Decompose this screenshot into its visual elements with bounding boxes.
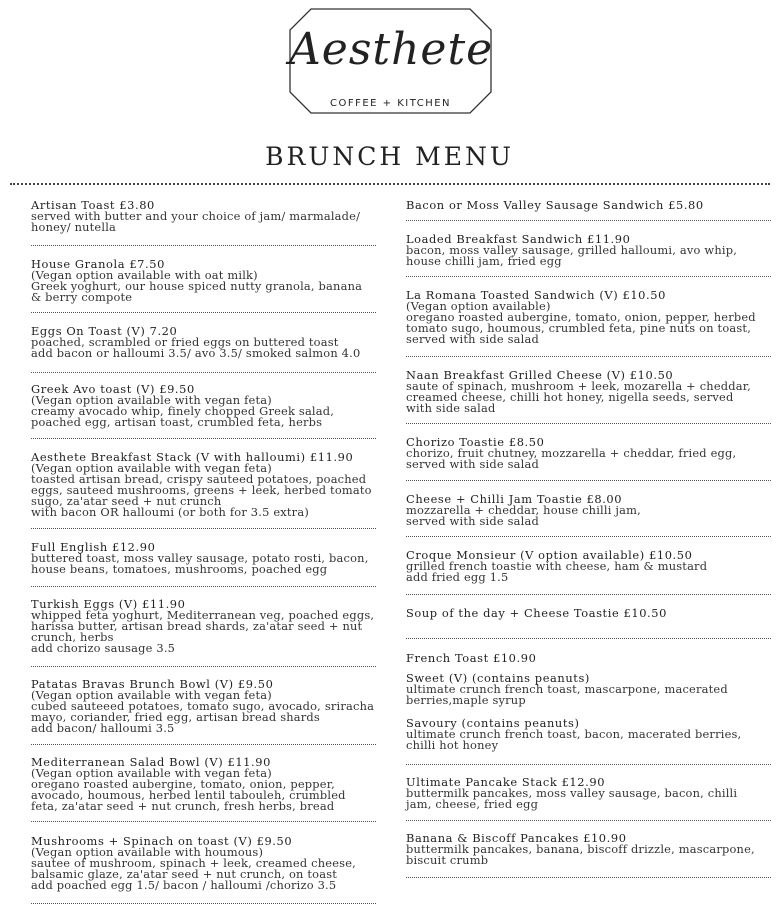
menu-item (406, 370, 771, 414)
menu-item-description: buttered toast, moss valley sausage, potato rosti, bacon, (31, 551, 369, 565)
menu-item-description: balsamic glaze, za'atar seed + nut crunch, on toast (31, 867, 338, 881)
menu-item-description: add chorizo sausage 3.5 (31, 641, 176, 655)
menu-item-description: Greek yoghurt, our house spiced nutty granola, banana (31, 279, 363, 293)
menu-item-description: mozzarella + cheddar, house chilli jam, (406, 503, 641, 517)
dotted-divider (406, 820, 771, 821)
menu-item (31, 542, 376, 575)
menu-item-name: Artisan Toast £3.80 (31, 198, 155, 212)
menu-sub-item (406, 673, 771, 706)
menu-item-description: (Vegan option available with vegan feta) (31, 766, 272, 780)
menu-item-description: oregano roasted aubergine, tomato, onion, pepper, herbed (406, 310, 756, 324)
menu-item-description: buttermilk pancakes, moss valley sausage, bacon, chilli (406, 786, 738, 800)
brand-tagline: COFFEE + KITCHEN (329, 98, 452, 109)
menu-item-description: house chilli jam, fried egg (406, 254, 562, 268)
menu-item-description: biscuit crumb (406, 853, 489, 867)
menu-item-description: honey/ nutella (31, 220, 117, 234)
menu-item-description: saute of spinach, mushroom + leek, mozarella + cheddar, (406, 379, 751, 393)
menu-item (31, 452, 376, 518)
menu-item-description: served with side salad (406, 457, 539, 471)
menu-item-description: avocado, houmous, herbed lentil tabouleh, crumbled (31, 788, 346, 802)
brand-name: Aesthete (289, 24, 494, 75)
menu-item-description: whipped feta yoghurt, Mediterranean veg, poached eggs, (31, 608, 375, 622)
menu-item (406, 200, 771, 211)
dotted-divider (31, 586, 376, 587)
menu-item-description: poached, scrambled or fried eggs on buttered toast (31, 335, 339, 349)
menu-item-description: add bacon or halloumi 3.5/ avo 3.5/ smoked salmon 4.0 (31, 346, 361, 360)
menu-item-name: Loaded Breakfast Sandwich £11.90 (406, 232, 631, 246)
menu-sub-item-name: Savoury (contains peanuts) (406, 716, 580, 730)
menu-item-name: Aesthete Breakfast Stack (V with halloumi) £11.90 (31, 450, 354, 464)
dotted-divider (31, 372, 376, 373)
menu-item-name: Bacon or Moss Valley Sausage Sandwich £5.80 (406, 198, 704, 212)
dotted-divider (406, 594, 771, 595)
menu-item-description: with side salad (406, 401, 496, 415)
dotted-divider (31, 438, 376, 439)
menu-item-description: cubed sauteeed potatoes, tomato sugo, avocado, sriracha (31, 699, 375, 713)
menu-item-name: House Granola £7.50 (31, 257, 165, 271)
dotted-divider (406, 356, 771, 357)
menu-item-description: eggs, sauteed mushrooms, greens + leek, herbed tomato (31, 483, 372, 497)
menu-item-description: chorizo, fruit chutney, mozzarella + cheddar, fried egg, (406, 446, 737, 460)
dotted-divider (31, 744, 376, 745)
menu-item-name: Naan Breakfast Grilled Cheese (V) £10.50 (406, 368, 674, 382)
menu-item-description: (Vegan option available with vegan feta) (31, 393, 272, 407)
menu-sub-item (406, 718, 771, 751)
menu-item-description: (Vegan option available with vegan feta) (31, 688, 272, 702)
menu-item-description: & berry compote (31, 290, 133, 304)
menu-item-name: Chorizo Toastie £8.50 (406, 435, 545, 449)
menu-item (406, 234, 771, 267)
menu-item-description: crunch, herbs (31, 630, 114, 644)
menu-item (406, 833, 771, 866)
menu-sub-item-description: ultimate crunch french toast, bacon, macerated berries, (406, 727, 742, 741)
title-divider (10, 183, 770, 185)
menu-item-description: add poached egg 1.5/ bacon / halloumi /chorizo 3.5 (31, 878, 337, 892)
menu-item-name: Mediterranean Salad Bowl (V) £11.90 (31, 755, 271, 769)
menu-sub-item-name: Sweet (V) (contains peanuts) (406, 671, 590, 685)
menu-item-name: French Toast £10.90 (406, 651, 537, 665)
menu-item-description: feta, za'atar seed + nut crunch, fresh herbs, bread (31, 799, 335, 813)
menu-item-name: Eggs On Toast (V) 7.20 (31, 324, 178, 338)
menu-item-description: served with side salad (406, 514, 539, 528)
menu-item (31, 757, 376, 812)
menu-sub-item-description: chilli hot honey (406, 738, 499, 752)
menu-item (406, 608, 771, 619)
menu-item-name: Banana & Biscoff Pancakes £10.90 (406, 831, 627, 845)
dotted-divider (406, 764, 771, 765)
menu-item-name: Patatas Bravas Brunch Bowl (V) £9.50 (31, 677, 274, 691)
menu-item-name: Soup of the day + Cheese Toastie £10.50 (406, 606, 667, 620)
dotted-divider (31, 312, 376, 313)
menu-item-description: oregano roasted aubergine, tomato, onion, pepper, (31, 777, 335, 791)
dotted-divider (406, 638, 771, 639)
menu-item-name: Ultimate Pancake Stack £12.90 (406, 775, 606, 789)
dotted-divider (406, 276, 771, 277)
menu-item-name: Greek Avo toast (V) £9.50 (31, 382, 195, 396)
menu-item-description: buttermilk pancakes, banana, biscoff drizzle, mascarpone, (406, 842, 755, 856)
brand-logo (289, 8, 492, 114)
menu-item (31, 384, 376, 428)
menu-item-description: grilled french toastie with cheese, ham & mustard (406, 559, 708, 573)
menu-sub-item-description: ultimate crunch french toast, mascarpone, macerated (406, 682, 728, 696)
menu-item-description: creamed cheese, chilli hot honey, nigella seeds, served (406, 390, 734, 404)
menu-item-name: La Romana Toasted Sandwich (V) £10.50 (406, 288, 666, 302)
menu-item-description: served with side salad (406, 332, 539, 346)
menu-item-description: with bacon OR halloumi (or both for 3.5 extra) (31, 505, 309, 519)
dotted-divider (406, 877, 771, 878)
menu-item (31, 679, 376, 734)
menu-item (31, 836, 376, 891)
menu-item-description: creamy avocado whip, finely chopped Greek salad, (31, 404, 335, 418)
menu-item-description: jam, cheese, fried egg (406, 797, 539, 811)
menu-item (31, 599, 376, 654)
menu-sub-item-description: berries,maple syrup (406, 693, 526, 707)
menu-item (406, 494, 771, 527)
menu-item-description: add fried egg 1.5 (406, 570, 509, 584)
dotted-divider (31, 528, 376, 529)
menu-item-description: served with butter and your choice of jam/ marmalade/ (31, 209, 361, 223)
menu-item (406, 651, 771, 752)
dotted-divider (406, 480, 771, 481)
dotted-divider (31, 821, 376, 822)
dotted-divider (31, 666, 376, 667)
menu-item-description: (Vegan option available with oat milk) (31, 268, 258, 282)
dotted-divider (406, 423, 771, 424)
menu-item-description: toasted artisan bread, crispy sauteed potatoes, poached (31, 472, 367, 486)
menu-item (406, 777, 771, 810)
menu-item-description: add bacon/ halloumi 3.5 (31, 721, 175, 735)
menu-item (31, 259, 376, 303)
menu-item-description: (Vegan option available) (406, 299, 551, 313)
dotted-divider (406, 220, 771, 221)
menu-item-description: (Vegan option available with vegan feta) (31, 461, 272, 475)
menu-item-description: (Vegan option available with houmous) (31, 845, 264, 859)
menu-item-name: Croque Monsieur (V option available) £10.50 (406, 548, 693, 562)
dotted-divider (31, 903, 376, 904)
menu-item-name: Cheese + Chilli Jam Toastie £8.00 (406, 492, 623, 506)
menu-item-name: Full English £12.90 (31, 540, 156, 554)
menu-item-description: poached egg, artisan toast, crumbled feta, herbs (31, 415, 323, 429)
menu-item (31, 200, 376, 233)
page-title: BRUNCH MENU (265, 142, 514, 171)
dotted-divider (406, 536, 771, 537)
menu-item (31, 326, 376, 359)
menu-item (406, 290, 771, 345)
menu-item-description: tomato sugo, houmous, crumbled feta, pine nuts on toast, (406, 321, 752, 335)
menu-item-description: harissa butter, artisan bread shards, za'atar seed + nut (31, 619, 363, 633)
dotted-divider (31, 245, 376, 246)
menu-item-description: sautee of mushroom, spinach + leek, creamed cheese, (31, 856, 356, 870)
menu-item-description: house beans, tomatoes, mushrooms, poached egg (31, 562, 328, 576)
menu-item (406, 437, 771, 470)
menu-item-description: mayo, coriander, fried egg, artisan bread shards (31, 710, 320, 724)
menu-item-name: Mushrooms + Spinach on toast (V) £9.50 (31, 834, 293, 848)
menu-item-description: bacon, moss valley sausage, grilled halloumi, avo whip, (406, 243, 738, 257)
menu-item-name: Turkish Eggs (V) £11.90 (31, 597, 186, 611)
menu-item (406, 550, 771, 583)
menu-item-description: sugo, za'atar seed + nut crunch (31, 494, 222, 508)
